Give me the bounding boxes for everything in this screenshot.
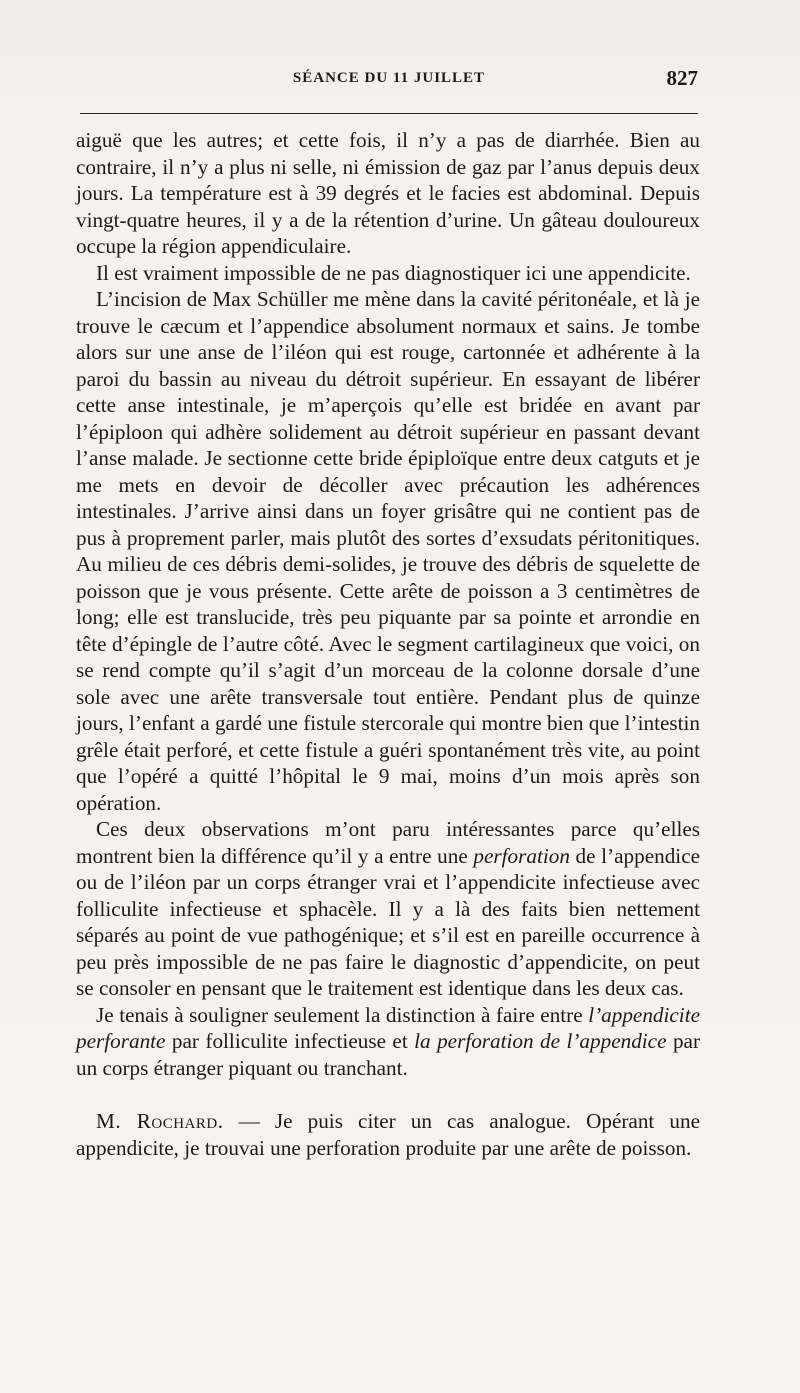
paragraph-5-emphasis-2: la perforation de l’appendice — [414, 1029, 667, 1053]
header-rule — [80, 113, 698, 114]
page-header — [80, 66, 698, 100]
paragraph-5-text-c: par un corps étranger piquant ou tranchant. — [76, 1029, 700, 1080]
paragraph-5 — [76, 1002, 700, 1082]
body-text — [76, 127, 700, 1161]
page-number: 827 — [666, 66, 698, 90]
paragraph-4-text-a: Ces deux observations m’ont paru intéressantes parce qu’elles montrent bien la différence qu’il y a entre une — [76, 817, 700, 868]
paragraph-4-emphasis: perforation — [473, 843, 570, 868]
speaker-name: M. Rochard. — [96, 1109, 224, 1133]
paragraph-5-text-b: par folliculite infectieuse et — [165, 1029, 415, 1053]
paragraph-4-text-b: de l’appendice ou de l’iléon par un corps étranger vrai et l’appendicite infectieuse avec folliculite infectieuse et sphacèle. Il y a là des faits bien nettement séparés au point de vue pathogénique; et s’il est en pareille occurrence à peu près impossible de ne pas faire le diagnostic d’appendicite, on peut se consoler en pensant que le traitement est identique dans les deux cas. — [76, 843, 701, 1000]
paragraph-1: aiguë que les autres; et cette fois, il n’y a pas de diarrhée. Bien au contraire, il n’y a plus ni selle, ni émission de gaz par l’anus depuis deux jours. La température est à 39 degrés et le facies est abdominal. Depuis vingt-quatre heures, il y a de la rétention d’urine. Un gâteau douloureux occupe la région appendiculaire. — [76, 128, 700, 258]
paragraph-6-text: — Je puis citer un cas analogue. Opérant une appendicite, je trouvai une perforation produite par une arête de poisson. — [76, 1109, 700, 1160]
paragraph-2: Il est vraiment impossible de ne pas diagnostiquer ici une appendicite. — [96, 260, 691, 285]
paragraph-6 — [76, 1108, 700, 1161]
paragraph-4 — [76, 816, 700, 1002]
running-head: SÉANCE DU 11 JUILLET — [292, 70, 486, 86]
paragraph-5-emphasis-1: l’appendicite perforante — [76, 1002, 700, 1053]
paragraph-3: L’incision de Max Schüller me mène dans la cavité péritonéale, et là je trouve le cæcum et l’appendice absolument normaux et sains. Je tombe alors sur une anse de l’iléon qui est rouge, cartonnée et adhérente à la paroi du bassin au niveau du détroit supérieur. En essayant de libérer cette anse intestinale, je m’aperçois qu’elle est bridée en avant par l’épiploon qui adhère solidement au détroit supérieur en passant devant l’anse malade. Je sectionne cette bride épiploïque entre deux catguts et je me mets en devoir de décoller avec précaution les adhérences intestinales. J’arrive ainsi dans un foyer grisâtre qui ne contient pas de pus à proprement parler, mais plutôt des sortes d’exsudats péritonitiques. Au milieu de ces débris demi-solides, je trouve des débris de squelette de poisson que je vous présente. Cette arête de poisson a 3 centimètres de long; elle est translucide, très peu piquante par sa pointe et arrondie en tête d’épingle de l’autre côté. Avec le segment cartilagineux que voici, on se rend compte qu’il s’agit d’un morceau de la colonne dorsale d’une sole avec une arête transversale tout entière. Pendant plus de quinze jours, l’enfant a gardé une fistule stercorale qui montre bien que l’intestin grêle était perforé, et cette fistule a guéri spontanément très vite, au point que l’opéré a quitté l’hôpital le 9 mai, moins d’un mois après son opération. — [76, 287, 700, 815]
paragraph-5-text-a: Je tenais à souligner seulement la distinction à faire entre — [96, 1002, 589, 1027]
